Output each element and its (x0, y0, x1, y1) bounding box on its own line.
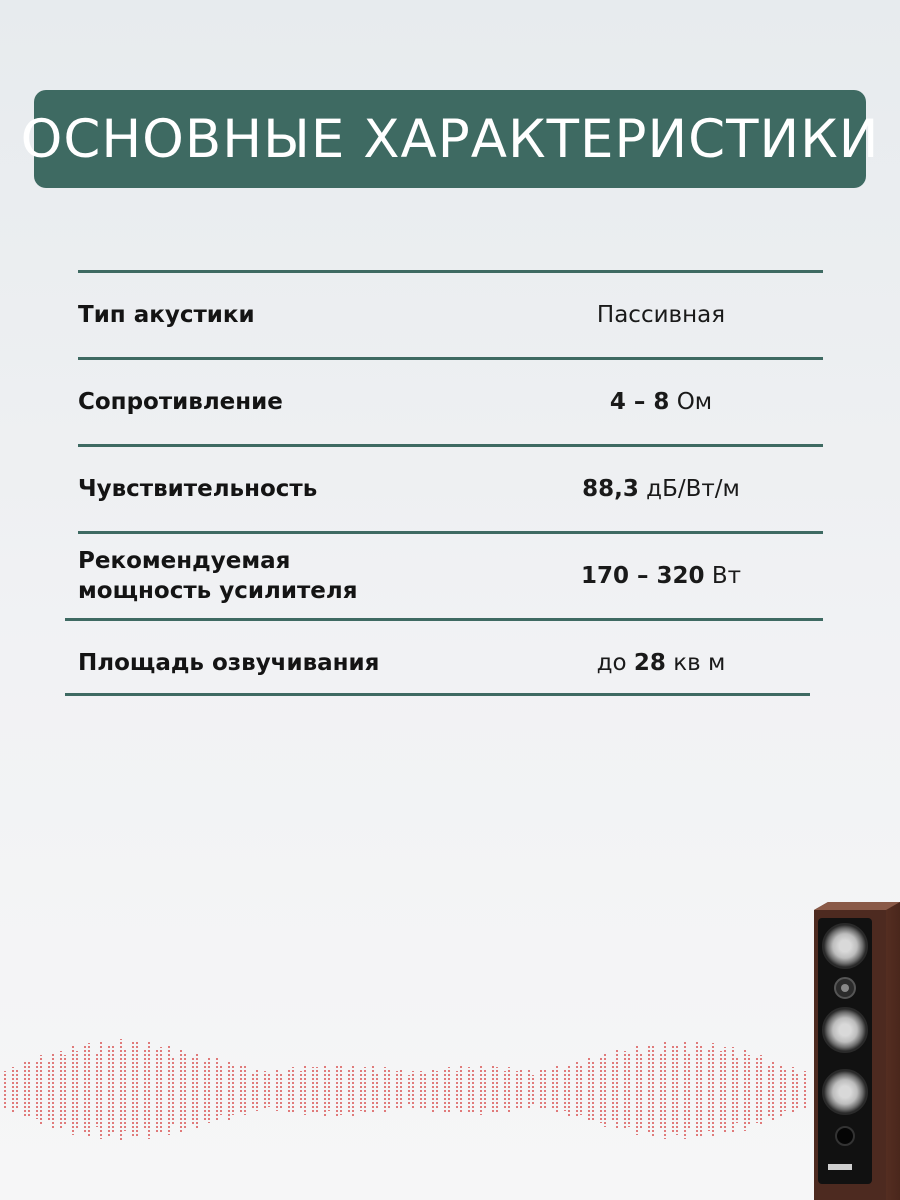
wave-bar (232, 1065, 236, 1115)
wave-bar (568, 1064, 572, 1116)
wave-bar (502, 1071, 506, 1109)
spec-value-unit: Вт (711, 563, 742, 589)
wave-bar (754, 1057, 758, 1123)
wave-bar (364, 1067, 368, 1113)
wave-bar (538, 1070, 542, 1110)
floor-speaker-image (808, 902, 900, 1200)
wave-bar (604, 1053, 608, 1127)
divider (78, 357, 823, 360)
wave-bar (370, 1066, 374, 1114)
spec-row-area (78, 632, 838, 694)
wave-bar (412, 1071, 416, 1109)
spec-label: Сопротивление (78, 389, 283, 415)
wave-bar (772, 1060, 776, 1120)
wave-bar (760, 1055, 764, 1125)
wave-bar (550, 1070, 554, 1110)
wave-bar (526, 1070, 530, 1110)
wave-bar (448, 1067, 452, 1113)
wave-bar (658, 1052, 662, 1128)
divider (65, 618, 823, 621)
wave-bar (292, 1067, 296, 1113)
wave-bar (376, 1072, 380, 1108)
wave-bar (16, 1070, 20, 1110)
wave-bar (520, 1070, 524, 1110)
spec-value-unit: кв м (673, 650, 726, 676)
wave-bar (202, 1060, 206, 1120)
wave-bar (664, 1041, 668, 1139)
wave-bar (226, 1060, 230, 1120)
wave-bar (598, 1057, 602, 1123)
wave-bar (544, 1070, 548, 1110)
wave-bar (730, 1047, 734, 1133)
wave-bar (700, 1044, 704, 1136)
wave-bar (418, 1071, 422, 1109)
wave-bar (652, 1044, 656, 1136)
spec-value (561, 302, 761, 328)
page-title: ОСНОВНЫЕ ХАРАКТЕРИСТИКИ (20, 108, 880, 170)
wave-bar (268, 1073, 272, 1107)
spec-row-sensitivity (78, 467, 838, 511)
wave-bar (388, 1070, 392, 1110)
wave-bar (244, 1065, 248, 1115)
wave-bar (514, 1071, 518, 1109)
spec-value-prefix: до (596, 650, 627, 676)
wave-bar (136, 1042, 140, 1138)
wave-bar (682, 1041, 686, 1139)
wave-bar (100, 1041, 104, 1139)
speaker-brand-badge (828, 1164, 852, 1170)
divider (78, 444, 823, 447)
wave-bar (340, 1065, 344, 1115)
wave-bar (580, 1065, 584, 1115)
wave-bar (76, 1051, 80, 1129)
spec-row-impedance (78, 380, 838, 424)
wave-bar (616, 1050, 620, 1130)
wave-bar (592, 1060, 596, 1120)
wave-bar (316, 1067, 320, 1113)
wave-bar (4, 1071, 8, 1109)
wave-bar (688, 1052, 692, 1128)
wave-bar (670, 1046, 674, 1134)
wave-bar (778, 1064, 782, 1116)
wave-bar (112, 1046, 116, 1134)
spec-value-bold: 88,3 (582, 476, 639, 502)
spec-value-unit: Ом (676, 389, 713, 415)
wave-bar (640, 1052, 644, 1128)
spec-value (561, 476, 761, 502)
wave-bar (208, 1057, 212, 1123)
spec-label: Рекомендуемая мощность усилителя (78, 548, 358, 604)
spec-label: Площадь озвучивания (78, 650, 380, 676)
wave-bar (166, 1045, 170, 1135)
wave-bar (262, 1071, 266, 1109)
wave-bar (154, 1048, 158, 1132)
wave-bar (28, 1062, 32, 1118)
spec-label: Тип акустики (78, 302, 255, 328)
wave-bar (310, 1067, 314, 1113)
wave-bar (82, 1046, 86, 1134)
wave-bar (274, 1069, 278, 1111)
wave-bar (424, 1072, 428, 1108)
wave-bar (334, 1064, 338, 1116)
wave-bar (742, 1049, 746, 1131)
wave-bar (148, 1041, 152, 1139)
wave-bar (40, 1055, 44, 1125)
wave-bar (574, 1062, 578, 1118)
wave-bar (466, 1067, 470, 1113)
spec-row-power (78, 545, 838, 607)
wave-bar (124, 1049, 128, 1131)
wave-bar (178, 1048, 182, 1132)
wave-bar (556, 1066, 560, 1114)
wave-bar (784, 1069, 788, 1111)
wave-bar (496, 1067, 500, 1113)
wave-bar (250, 1072, 254, 1108)
wave-bar (196, 1052, 200, 1128)
wave-bar (286, 1068, 290, 1112)
wave-bar (118, 1039, 122, 1141)
wave-bar (430, 1068, 434, 1112)
spec-value-bold: 170 – 320 (580, 563, 705, 589)
spec-value-unit: Пассивная (596, 302, 726, 328)
wave-bar (328, 1069, 332, 1111)
spec-value (561, 389, 761, 415)
wave-bar (766, 1064, 770, 1116)
spec-value (561, 650, 761, 676)
wave-bar (352, 1064, 356, 1116)
wave-bar (406, 1075, 410, 1105)
wave-bar (64, 1055, 68, 1125)
wave-bar (634, 1045, 638, 1135)
wave-bar (400, 1070, 404, 1110)
wave-bar (298, 1071, 302, 1109)
wave-bar (58, 1051, 62, 1129)
wave-bar (94, 1053, 98, 1127)
wave-bar (508, 1067, 512, 1113)
wave-bar (586, 1058, 590, 1122)
wave-bar (736, 1057, 740, 1123)
wave-bar (748, 1055, 752, 1125)
wave-bar (610, 1060, 614, 1120)
wave-bar (796, 1072, 800, 1108)
wave-bar (454, 1071, 458, 1109)
wave-bar (460, 1066, 464, 1114)
wave-bar (382, 1067, 386, 1113)
wave-bar (472, 1068, 476, 1112)
wave-bar (694, 1042, 698, 1138)
wave-bar (70, 1045, 74, 1135)
wave-bar (172, 1056, 176, 1124)
wave-bar (106, 1044, 110, 1136)
spec-row-type (78, 293, 838, 337)
wave-bar (706, 1049, 710, 1131)
divider (78, 531, 823, 534)
wave-bar (22, 1062, 26, 1118)
wave-bar (322, 1064, 326, 1116)
wave-bar (190, 1056, 194, 1124)
wave-bar (490, 1066, 494, 1114)
wave-bar (184, 1052, 188, 1128)
wave-bar (304, 1065, 308, 1115)
spec-value (561, 563, 761, 589)
wave-bar (142, 1050, 146, 1130)
spec-label: Чувствительность (78, 476, 318, 502)
wave-bar (160, 1047, 164, 1133)
wave-bar (622, 1051, 626, 1129)
wave-bar (52, 1052, 56, 1128)
wave-bar (358, 1069, 362, 1111)
wave-bar (220, 1065, 224, 1115)
wave-bar (532, 1075, 536, 1105)
wave-bar (484, 1070, 488, 1110)
wave-bar (718, 1051, 722, 1129)
spec-value-bold: 28 (633, 650, 666, 676)
sound-wave-graphic (0, 1030, 810, 1150)
wave-bar (724, 1047, 728, 1133)
wave-bar (34, 1061, 38, 1119)
wave-bar (256, 1069, 260, 1111)
wave-bar (478, 1065, 482, 1115)
wave-bar (10, 1067, 14, 1113)
wave-bar (646, 1046, 650, 1134)
wave-bar (394, 1071, 398, 1109)
wave-bar (238, 1066, 242, 1114)
wave-bar (280, 1072, 284, 1108)
spec-value-bold: 4 – 8 (609, 389, 670, 415)
divider (78, 270, 823, 273)
wave-bar (88, 1043, 92, 1137)
wave-bar (46, 1060, 50, 1120)
wave-bar (676, 1045, 680, 1135)
wave-bar (442, 1068, 446, 1112)
wave-bar (436, 1071, 440, 1109)
wave-bar (712, 1043, 716, 1137)
wave-bar (214, 1058, 218, 1122)
spec-value-unit: дБ/Вт/м (646, 476, 740, 502)
wave-bar (628, 1053, 632, 1127)
wave-bar (346, 1068, 350, 1112)
wave-bar (802, 1071, 806, 1109)
wave-bar (562, 1069, 566, 1111)
divider (65, 693, 810, 696)
wave-bar (130, 1042, 134, 1138)
wave-bar (790, 1067, 794, 1113)
